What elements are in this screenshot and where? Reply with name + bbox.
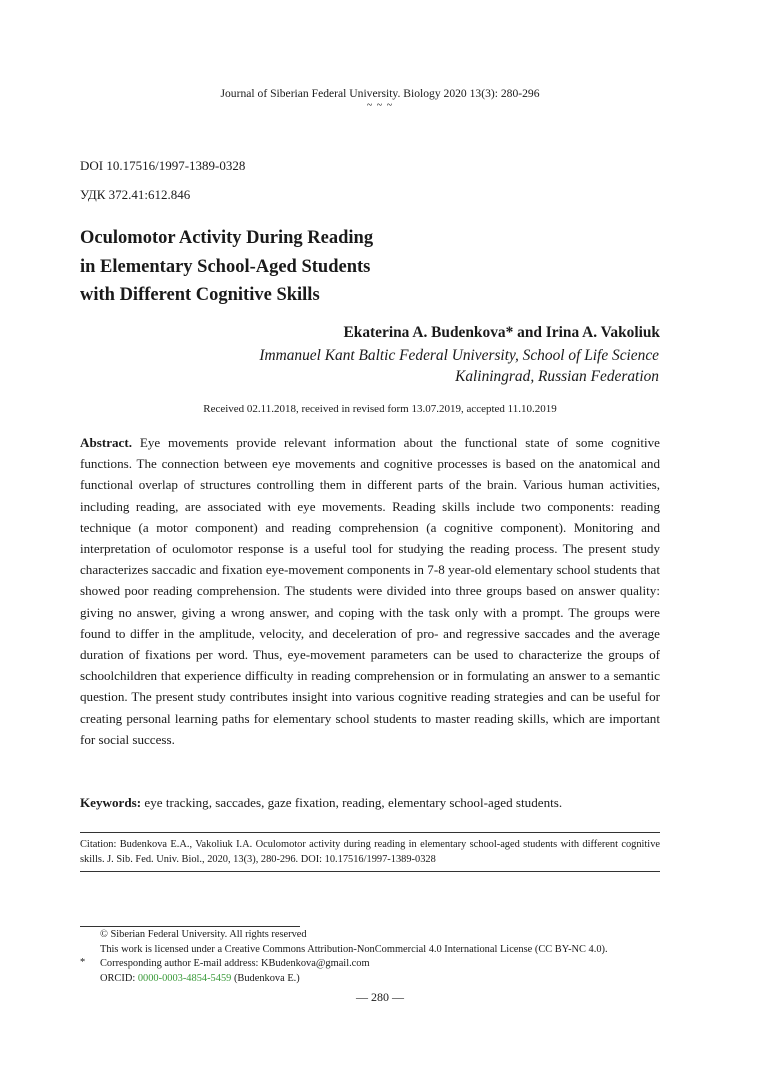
keywords [80, 795, 660, 811]
corresponding-author: Corresponding author E-mail address: KBudenkova@gmail.com [100, 958, 370, 969]
received-dates: Received 02.11.2018, received in revised form 13.07.2019, accepted 11.10.2019 [203, 403, 557, 415]
license-note: This work is licensed under a Creative Commons Attribution-NonCommercial 4.0 International License (CC BY-NC 4.0). [100, 944, 608, 955]
header-separator: ~ ~ ~ [366, 100, 394, 111]
copyright-note: © Siberian Federal University. All rights reserved [100, 929, 307, 940]
citation-bottom-rule [80, 871, 660, 872]
affiliation [259, 345, 659, 387]
page-number: — 280 — [356, 990, 404, 1004]
orcid-name: (Budenkova E.) [233, 973, 300, 984]
udk-code: УДК 372.41:612.846 [80, 187, 191, 202]
footnote-rule [80, 926, 300, 927]
title-line-3: with Different Cognitive Skills [80, 285, 320, 305]
abstract-text: Eye movements provide relevant information about the functional state of some cognitive functions. The connection between eye movements and cognitive processes is based on the anatomical and functional overlap of structures controlling them in different parts of the brain. Various human activities, including reading, are associated with eye movements. Reading skills include two components: reading technique (a motor component) and reading comprehension (a cognitive component). Monitoring and interpretation of oculomotor response is a useful tool for studying the reading process. The present study characterizes saccadic and fixation eye-movement components in 7-8 year-old elementary school students that showed poor reading comprehension. The students were divided into three groups based on answer quality: giving no answer, giving a wrong answer, and coping with the task only with a prompt. The groups were found to differ in the amplitude, velocity, and deceleration of pro- and regressive saccades and the average duration of fixations per word. Thus, eye-movement parameters can be used to characterize the groups of schoolchildren that experience difficulty in reading comprehension or in formulating an answer to a semantic question. The present study contributes insight into various cognitive reading strategies and can be useful for creating personal learning paths for elementary school students to master reading skills, which are important for social success. [80, 435, 660, 747]
citation: Citation: Budenkova E.A., Vakoliuk I.A. Oculomotor activity during reading in elementary school-aged students with different cognitive skills. J. Sib. Fed. Univ. Biol., 2020, 13(3), 280-296. DOI: 10.17516/1997-1389-0328 [80, 839, 660, 865]
title-line-1: Oculomotor Activity During Reading [80, 228, 374, 248]
orcid-line [100, 972, 300, 987]
abstract-label: Abstract. [80, 435, 132, 450]
keywords-label: Keywords: [80, 795, 142, 810]
footnote-star: * [80, 957, 86, 968]
title-line-2: in Elementary School-Aged Students [80, 256, 371, 277]
citation-top-rule [80, 832, 660, 833]
affiliation-line-1: Immanuel Kant Baltic Federal University, School of Life Science [259, 347, 659, 364]
affiliation-line-2: Kaliningrad, Russian Federation [455, 368, 659, 385]
doi: DOI 10.17516/1997-1389-0328 [80, 158, 246, 173]
article-title [80, 224, 480, 310]
keywords-text: eye tracking, saccades, gaze fixation, reading, elementary school-aged students. [144, 795, 563, 810]
author-names: Ekaterina A. Budenkova* and Irina A. Vakoliuk [343, 324, 660, 341]
journal-header: Journal of Siberian Federal University. Biology 2020 13(3): 280-296 [220, 87, 540, 100]
orcid-label: ORCID: [100, 973, 136, 984]
orcid-link[interactable]: 0000-0003-4854-5459 [137, 973, 232, 984]
abstract [80, 432, 660, 750]
